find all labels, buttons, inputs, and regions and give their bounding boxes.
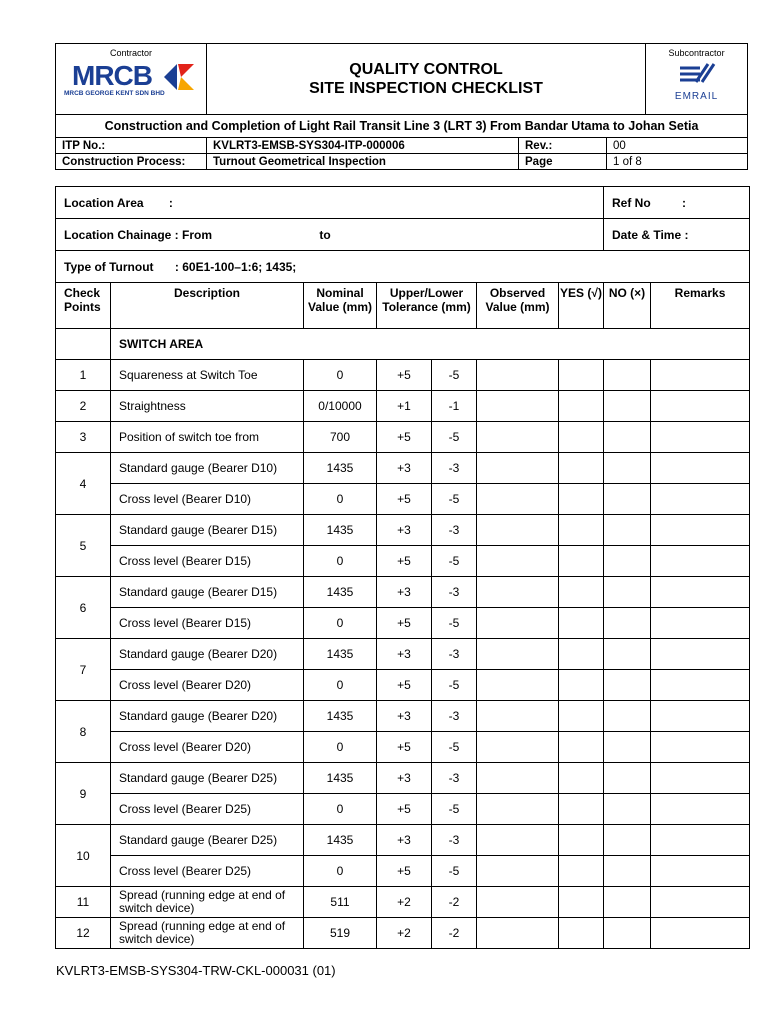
lower-tolerance: -3 [432, 453, 477, 484]
nominal-value: 1435 [304, 701, 377, 732]
observed-value-input[interactable] [477, 856, 559, 887]
remarks-input[interactable] [651, 546, 750, 577]
col-nominal: Nominal Value (mm) [304, 283, 377, 329]
check-point-number: 8 [56, 701, 111, 763]
turnout-type-cell [56, 251, 750, 283]
remarks-input[interactable] [651, 360, 750, 391]
check-point-number: 1 [56, 360, 111, 391]
table-row [56, 515, 750, 546]
nominal-value: 1435 [304, 763, 377, 794]
observed-value-input[interactable] [477, 887, 559, 918]
lower-tolerance: -2 [432, 887, 477, 918]
yes-checkbox[interactable] [559, 391, 604, 422]
row-description: Spread (running edge at end of switch device) [111, 918, 304, 949]
yes-checkbox[interactable] [559, 577, 604, 608]
yes-checkbox[interactable] [559, 546, 604, 577]
remarks-input[interactable] [651, 453, 750, 484]
mrcb-emblem-icon [164, 64, 194, 90]
row-description: Cross level (Bearer D20) [111, 670, 304, 701]
lower-tolerance: -2 [432, 918, 477, 949]
row-description: Standard gauge (Bearer D25) [111, 825, 304, 856]
no-checkbox[interactable] [604, 825, 651, 856]
row-description: Squareness at Switch Toe [111, 360, 304, 391]
no-checkbox[interactable] [604, 701, 651, 732]
upper-tolerance: +3 [377, 639, 432, 670]
remarks-input[interactable] [651, 701, 750, 732]
row-description: Cross level (Bearer D25) [111, 794, 304, 825]
table-row [56, 360, 750, 391]
no-checkbox[interactable] [604, 763, 651, 794]
date-time-label: Date & Time : [612, 227, 689, 242]
table-row [56, 918, 750, 949]
table-row [56, 701, 750, 732]
lower-tolerance: -5 [432, 484, 477, 515]
page-label: Page [519, 154, 607, 170]
col-no: NO (×) [604, 283, 651, 329]
row-description: Cross level (Bearer D15) [111, 608, 304, 639]
col-check-points: Check Points [56, 283, 111, 329]
row-description: Standard gauge (Bearer D25) [111, 763, 304, 794]
yes-checkbox[interactable] [559, 701, 604, 732]
col-tolerance: Upper/Lower Tolerance (mm) [377, 283, 477, 329]
lower-tolerance: -5 [432, 732, 477, 763]
upper-tolerance: +3 [377, 577, 432, 608]
remarks-input[interactable] [651, 763, 750, 794]
yes-checkbox[interactable] [559, 422, 604, 453]
row-description: Cross level (Bearer D15) [111, 546, 304, 577]
observed-value-input[interactable] [477, 732, 559, 763]
no-checkbox[interactable] [604, 732, 651, 763]
nominal-value: 511 [304, 887, 377, 918]
col-yes: YES (√) [559, 283, 604, 329]
upper-tolerance: +5 [377, 608, 432, 639]
location-area-label: Location Area [64, 195, 144, 210]
rev-value: 00 [607, 138, 748, 154]
document-footer: KVLRT3-EMSB-SYS304-TRW-CKL-000031 (01) [56, 963, 336, 978]
table-row [56, 391, 750, 422]
no-checkbox[interactable] [604, 608, 651, 639]
table-row [56, 639, 750, 670]
observed-value-input[interactable] [477, 391, 559, 422]
nominal-value: 0 [304, 546, 377, 577]
upper-tolerance: +5 [377, 484, 432, 515]
observed-value-input[interactable] [477, 639, 559, 670]
nominal-value: 0/10000 [304, 391, 377, 422]
row-description: Standard gauge (Bearer D10) [111, 453, 304, 484]
remarks-input[interactable] [651, 732, 750, 763]
upper-tolerance: +5 [377, 856, 432, 887]
check-point-number: 10 [56, 825, 111, 887]
observed-value-input[interactable] [477, 608, 559, 639]
remarks-input[interactable] [651, 422, 750, 453]
lower-tolerance: -3 [432, 577, 477, 608]
observed-value-input[interactable] [477, 422, 559, 453]
upper-tolerance: +2 [377, 887, 432, 918]
yes-checkbox[interactable] [559, 856, 604, 887]
location-area-colon: : [168, 195, 173, 210]
nominal-value: 0 [304, 670, 377, 701]
nominal-value: 0 [304, 856, 377, 887]
lower-tolerance: -1 [432, 391, 477, 422]
check-point-number: 2 [56, 391, 111, 422]
upper-tolerance: +5 [377, 360, 432, 391]
row-description: Cross level (Bearer D10) [111, 484, 304, 515]
remarks-input[interactable] [651, 794, 750, 825]
col-description: Description [111, 283, 304, 329]
document-header [55, 43, 748, 170]
upper-tolerance: +5 [377, 546, 432, 577]
no-checkbox[interactable] [604, 391, 651, 422]
table-row [56, 546, 750, 577]
nominal-value: 1435 [304, 577, 377, 608]
mrcb-logo [72, 60, 194, 92]
upper-tolerance: +5 [377, 732, 432, 763]
table-row [56, 794, 750, 825]
remarks-input[interactable] [651, 887, 750, 918]
upper-tolerance: +3 [377, 763, 432, 794]
itp-value: KVLRT3-EMSB-SYS304-ITP-000006 [207, 138, 519, 154]
no-checkbox[interactable] [604, 453, 651, 484]
subcontractor-label: Subcontractor [668, 48, 725, 58]
observed-value-input[interactable] [477, 484, 559, 515]
lower-tolerance: -5 [432, 794, 477, 825]
table-row [56, 887, 750, 918]
nominal-value: 1435 [304, 453, 377, 484]
remarks-input[interactable] [651, 577, 750, 608]
checklist-table [55, 186, 750, 949]
remarks-input[interactable] [651, 515, 750, 546]
nominal-value: 1435 [304, 639, 377, 670]
location-chainage-cell[interactable] [56, 219, 604, 251]
no-checkbox[interactable] [604, 577, 651, 608]
remarks-input[interactable] [651, 918, 750, 949]
nominal-value: 0 [304, 608, 377, 639]
row-description: Cross level (Bearer D25) [111, 856, 304, 887]
observed-value-input[interactable] [477, 577, 559, 608]
yes-checkbox[interactable] [559, 763, 604, 794]
nominal-value: 0 [304, 794, 377, 825]
table-row [56, 484, 750, 515]
no-checkbox[interactable] [604, 918, 651, 949]
row-description: Standard gauge (Bearer D20) [111, 701, 304, 732]
observed-value-input[interactable] [477, 453, 559, 484]
title-line-2: SITE INSPECTION CHECKLIST [309, 80, 543, 97]
yes-checkbox[interactable] [559, 453, 604, 484]
row-description: Standard gauge (Bearer D15) [111, 515, 304, 546]
observed-value-input[interactable] [477, 515, 559, 546]
contractor-logo-cell [56, 44, 207, 115]
remarks-input[interactable] [651, 856, 750, 887]
yes-checkbox[interactable] [559, 825, 604, 856]
observed-value-input[interactable] [477, 546, 559, 577]
upper-tolerance: +3 [377, 515, 432, 546]
upper-tolerance: +3 [377, 825, 432, 856]
contractor-label: Contractor [109, 48, 153, 58]
row-description: Position of switch toe from [111, 422, 304, 453]
chainage-label: Location Chainage : From [64, 227, 213, 242]
upper-tolerance: +3 [377, 453, 432, 484]
lower-tolerance: -3 [432, 515, 477, 546]
lower-tolerance: -5 [432, 608, 477, 639]
upper-tolerance: +5 [377, 670, 432, 701]
observed-value-input[interactable] [477, 794, 559, 825]
check-point-number: 5 [56, 515, 111, 577]
lower-tolerance: -3 [432, 701, 477, 732]
col-remarks: Remarks [651, 283, 750, 329]
check-point-number: 7 [56, 639, 111, 701]
table-row [56, 732, 750, 763]
nominal-value: 0 [304, 732, 377, 763]
nominal-value: 700 [304, 422, 377, 453]
yes-checkbox[interactable] [559, 360, 604, 391]
lower-tolerance: -5 [432, 360, 477, 391]
table-row [56, 856, 750, 887]
turnout-type-label: Type of Turnout [64, 259, 154, 274]
no-checkbox[interactable] [604, 670, 651, 701]
yes-checkbox[interactable] [559, 887, 604, 918]
mrcb-logo-subtitle: MRCB GEORGE KENT SDN BHD [64, 90, 165, 97]
remarks-input[interactable] [651, 391, 750, 422]
table-row [56, 453, 750, 484]
yes-checkbox[interactable] [559, 639, 604, 670]
table-row [56, 608, 750, 639]
table-row [56, 763, 750, 794]
emrail-emblem-icon [678, 60, 716, 88]
col-observed: Observed Value (mm) [477, 283, 559, 329]
nominal-value: 1435 [304, 825, 377, 856]
page-title [207, 44, 646, 115]
nominal-value: 0 [304, 360, 377, 391]
lower-tolerance: -3 [432, 763, 477, 794]
ref-no-colon: : [682, 195, 687, 210]
upper-tolerance: +1 [377, 391, 432, 422]
location-area-cell[interactable] [56, 187, 604, 219]
row-description: Standard gauge (Bearer D15) [111, 577, 304, 608]
observed-value-input[interactable] [477, 763, 559, 794]
remarks-input[interactable] [651, 608, 750, 639]
upper-tolerance: +5 [377, 794, 432, 825]
turnout-type-value: : 60E1-100–1:6; 1435; [174, 259, 297, 274]
nominal-value: 0 [304, 484, 377, 515]
table-row [56, 825, 750, 856]
emrail-logo-text: EMRAIL [674, 91, 719, 102]
check-point-number: 4 [56, 453, 111, 515]
yes-checkbox[interactable] [559, 484, 604, 515]
yes-checkbox[interactable] [559, 670, 604, 701]
no-checkbox[interactable] [604, 546, 651, 577]
table-row [56, 577, 750, 608]
no-checkbox[interactable] [604, 422, 651, 453]
check-point-number: 6 [56, 577, 111, 639]
section-number-cell [56, 329, 111, 360]
yes-checkbox[interactable] [559, 515, 604, 546]
remarks-input[interactable] [651, 825, 750, 856]
title-line-1: QUALITY CONTROL [349, 61, 503, 78]
remarks-input[interactable] [651, 670, 750, 701]
check-point-number: 3 [56, 422, 111, 453]
no-checkbox[interactable] [604, 794, 651, 825]
upper-tolerance: +5 [377, 422, 432, 453]
no-checkbox[interactable] [604, 856, 651, 887]
nominal-value: 1435 [304, 515, 377, 546]
lower-tolerance: -5 [432, 856, 477, 887]
lower-tolerance: -5 [432, 670, 477, 701]
date-time-cell[interactable] [604, 219, 750, 251]
nominal-value: 519 [304, 918, 377, 949]
table-row [56, 422, 750, 453]
subcontractor-logo-cell [646, 44, 748, 115]
rev-label: Rev.: [519, 138, 607, 154]
project-title: Construction and Completion of Light Rail Transit Line 3 (LRT 3) From Bandar Utama to Johan Setia [56, 115, 748, 138]
lower-tolerance: -3 [432, 639, 477, 670]
row-description: Standard gauge (Bearer D20) [111, 639, 304, 670]
yes-checkbox[interactable] [559, 608, 604, 639]
process-value: Turnout Geometrical Inspection [207, 154, 519, 170]
observed-value-input[interactable] [477, 918, 559, 949]
itp-label: ITP No.: [56, 138, 207, 154]
check-point-number: 12 [56, 918, 111, 949]
table-row [56, 670, 750, 701]
observed-value-input[interactable] [477, 360, 559, 391]
no-checkbox[interactable] [604, 515, 651, 546]
no-checkbox[interactable] [604, 887, 651, 918]
no-checkbox[interactable] [604, 639, 651, 670]
chainage-to-label: to [319, 227, 331, 242]
remarks-input[interactable] [651, 484, 750, 515]
lower-tolerance: -5 [432, 422, 477, 453]
lower-tolerance: -3 [432, 825, 477, 856]
row-description: Spread (running edge at end of switch device) [111, 887, 304, 918]
yes-checkbox[interactable] [559, 732, 604, 763]
page-value: 1 of 8 [607, 154, 748, 170]
observed-value-input[interactable] [477, 825, 559, 856]
section-title: SWITCH AREA [111, 329, 750, 360]
check-point-number: 9 [56, 763, 111, 825]
ref-no-label: Ref No [612, 195, 651, 210]
check-point-number: 11 [56, 887, 111, 918]
observed-value-input[interactable] [477, 670, 559, 701]
ref-no-cell[interactable] [604, 187, 750, 219]
no-checkbox[interactable] [604, 360, 651, 391]
remarks-input[interactable] [651, 639, 750, 670]
upper-tolerance: +3 [377, 701, 432, 732]
upper-tolerance: +2 [377, 918, 432, 949]
no-checkbox[interactable] [604, 484, 651, 515]
row-description: Straightness [111, 391, 304, 422]
yes-checkbox[interactable] [559, 794, 604, 825]
observed-value-input[interactable] [477, 701, 559, 732]
mrcb-logo-text: MRCB [72, 60, 152, 91]
row-description: Cross level (Bearer D20) [111, 732, 304, 763]
process-label: Construction Process: [56, 154, 207, 170]
lower-tolerance: -5 [432, 546, 477, 577]
yes-checkbox[interactable] [559, 918, 604, 949]
